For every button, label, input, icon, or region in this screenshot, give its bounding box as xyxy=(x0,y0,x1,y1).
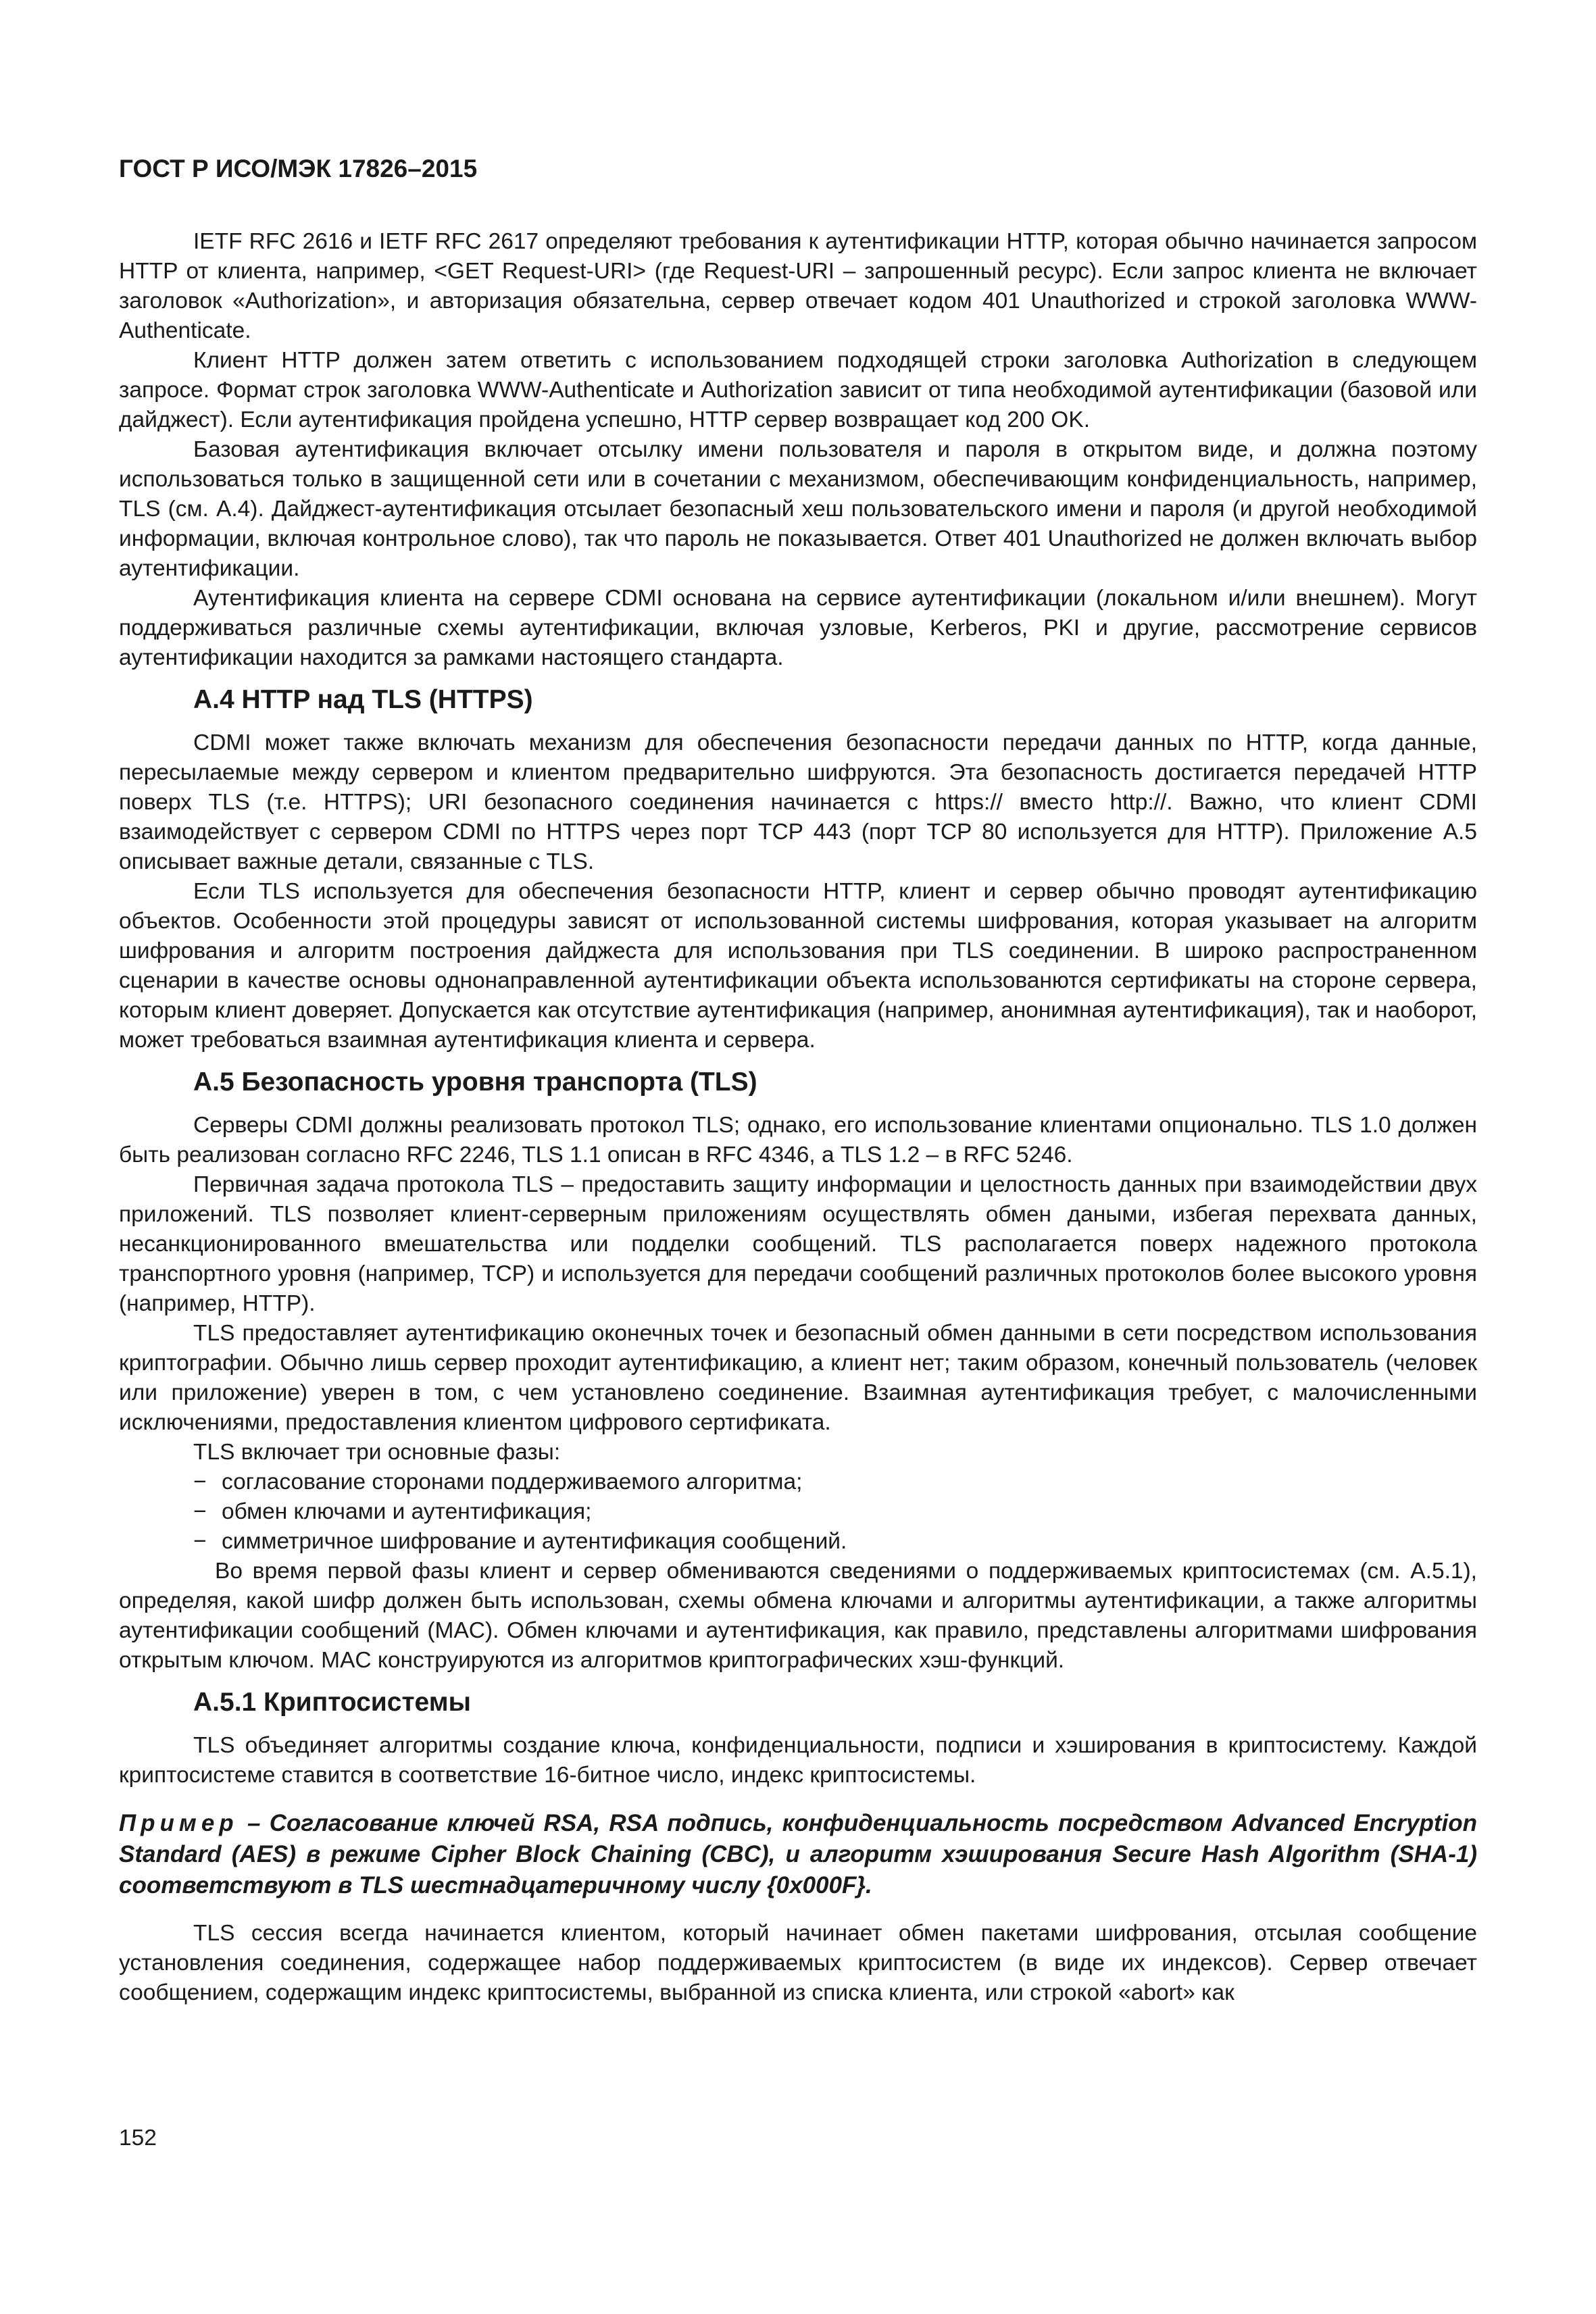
list-item xyxy=(193,1497,1477,1527)
section-heading-a4: А.4 HTTP над TLS (HTTPS) xyxy=(193,685,533,714)
paragraph: TLS предоставляет аутентификацию оконечных точек и безопасный обмен данными в сети посредством использования криптографии. Обычно лишь сервер проходит аутентификацию, а клиент нет; таким образом, конечный пользователь (человек или приложение) уверен в том, с чем установлено соединение. Взаимная аутентификация требует, с малочисленными исключениями, предоставления клиентом цифрового сертификата. xyxy=(119,1321,1477,1435)
paragraph: Серверы CDMI должны реализовать протокол TLS; однако, его использование клиентами опционально. TLS 1.0 должен быть реализован согласно RFC 2246, TLS 1.1 описан в RFC 4346, а TLS 1.2 – в RFC 5246. xyxy=(119,1113,1477,1167)
phase-list xyxy=(119,1467,1477,1557)
page-number: 152 xyxy=(119,2126,157,2150)
section-heading-a5: А.5 Безопасность уровня транспорта (TLS) xyxy=(193,1067,757,1097)
list-item xyxy=(193,1467,1477,1497)
paragraph: Аутентификация клиента на сервере CDMI основана на сервисе аутентификации (локальном и/или внешнем). Могут поддерживаться различные схемы аутентификации, включая узловые, Kerberos, PKI и другие, рассмотрение сервисов аутентификации находится за рамками настоящего стандарта. xyxy=(119,586,1477,670)
paragraph: Базовая аутентификация включает отсылку имени пользователя и пароля в открытом виде, и должна поэтому использоваться только в защищенной сети или в сочетании с механизмом, обеспечивающим конфиденциальность, например, TLS (см. А.4). Дайджест-аутентификация отсылает безопасный хеш пользовательского имени и пароля (и другой необходимой информации, включая контрольное слово), так что пароль не показывается. Ответ 401 Unauthorized не должен включать выбор аутентификации. xyxy=(119,437,1477,581)
paragraph: Первичная задача протокола TLS – предоставить защиту информации и целостность данных при взаимодействии двух приложений. TLS позволяет клиент-серверным приложениям осуществлять обмен даными, избегая перехвата данных, несанкционированного вмешательства или подделки сообщений. TLS располагается поверх надежного протокола транспортного уровня (например, TCP) и используется для передачи сообщений различных протоколов более высокого уровня (например, HTTP). xyxy=(119,1172,1477,1316)
dash-bullet: − xyxy=(193,1529,207,1554)
paragraph: Клиент HTTP должен затем ответить с использованием подходящей строки заголовка Authorization в следующем запросе. Формат строк заголовка WWW-Authenticate и Authorization зависит от типа необходимой аутентификации (базовой или дайджест). Если аутентификация пройдена успешно, HTTP сервер возвращает код 200 OK. xyxy=(119,348,1477,432)
example-label: Пример xyxy=(119,1810,239,1836)
paragraph: TLS включает три основные фазы: xyxy=(193,1440,561,1465)
paragraph: Во время первой фазы клиент и сервер обмениваются сведениями о поддерживаемых криптосистемах (см. А.5.1), определяя, какой шифр должен быть использован, схемы обмена ключами и алгоритмы аутентификации, а также алгоритмы аутентификации сообщений (MAC). Обмен ключами и аутентификация, как правило, представлены алгоритмами шифрования открытым ключом. MAC конструируются из алгоритмов криптографических хэш-функций. xyxy=(119,1559,1477,1673)
paragraph: IETF RFC 2616 и IETF RFC 2617 определяют требования к аутентификации HTTP, которая обычно начинается запросом HTTP от клиента, например, <GET Request-URI> (где Request-URI – запрошенный ресурс). Если запрос клиента не включает заголовок «Authorization», и авторизация обязательна, сервер отвечает кодом 401 Unauthorized и строкой заголовка WWW-Authenticate. xyxy=(119,229,1477,343)
standard-header: ГОСТ Р ИСО/МЭК 17826–2015 xyxy=(119,155,478,182)
example-note xyxy=(119,1808,1477,1901)
document-page xyxy=(119,154,1477,2008)
list-item xyxy=(193,1527,1477,1557)
paragraph: CDMI может также включать механизм для обеспечения безопасности передачи данных по HTTP, когда данные, пересылаемые между сервером и клиентом предварительно шифруются. Эта безопасность достигается передачей HTTP поверх TLS (т.е. HTTPS); URI безопасного соединения начинается с https:// вместо http://. Важно, что клиент CDMI взаимодействует с сервером CDMI по HTTPS через порт TCP 443 (порт TCP 80 используется для HTTP). Приложение А.5 описывает важные детали, связанные с TLS. xyxy=(119,730,1477,874)
list-item-text: симметричное шифрование и аутентификация сообщений. xyxy=(222,1529,847,1554)
paragraph: TLS объединяет алгоритмы создание ключа, конфиденциальности, подписи и хэширования в криптосистему. Каждой криптосистеме ставится в соответствие 16-битное число, индекс криптосистемы. xyxy=(119,1733,1477,1788)
dash-bullet: − xyxy=(193,1469,207,1494)
section-heading-a51: А.5.1 Криптосистемы xyxy=(193,1688,471,1717)
dash-bullet: − xyxy=(193,1499,207,1524)
example-text: – Согласование ключей RSA, RSA подпись, конфиденциальность посредством Advanced Encryption Standard (AES) в режиме Cipher Block Chaining (CBC), и алгоритм хэширования Secure Hash Algorithm (SHA-1) соответствуют в TLS шестнадцатеричному числу {0x000F}. xyxy=(119,1810,1477,1898)
paragraph: Если TLS используется для обеспечения безопасности HTTP, клиент и сервер обычно проводят аутентификацию объектов. Особенности этой процедуры зависят от использованной системы шифрования, которая указывает на алгоритм шифрования и алгоритм построения дайджеста для использования при TLS соединении. В широко распространенном сценарии в качестве основы однонаправленной аутентификации объекта использованются сертификаты на стороне сервера, которым клиент доверяет. Допускается как отсутствие аутентификация (например, анонимная аутентификация), так и наоборот, может требоваться взаимная аутентификация клиента и сервера. xyxy=(119,879,1477,1053)
list-item-text: согласование сторонами поддерживаемого алгоритма; xyxy=(222,1469,803,1494)
list-item-text: обмен ключами и аутентификация; xyxy=(222,1499,592,1524)
paragraph: TLS сессия всегда начинается клиентом, который начинает обмен пакетами шифрования, отсылая сообщение установления соединения, содержащее набор поддерживаемых криптосистем (в виде их индексов). Сервер отвечает сообщением, содержащим индекс криптосистемы, выбранной из списка клиента, или строкой «abort» как xyxy=(119,1921,1477,2005)
